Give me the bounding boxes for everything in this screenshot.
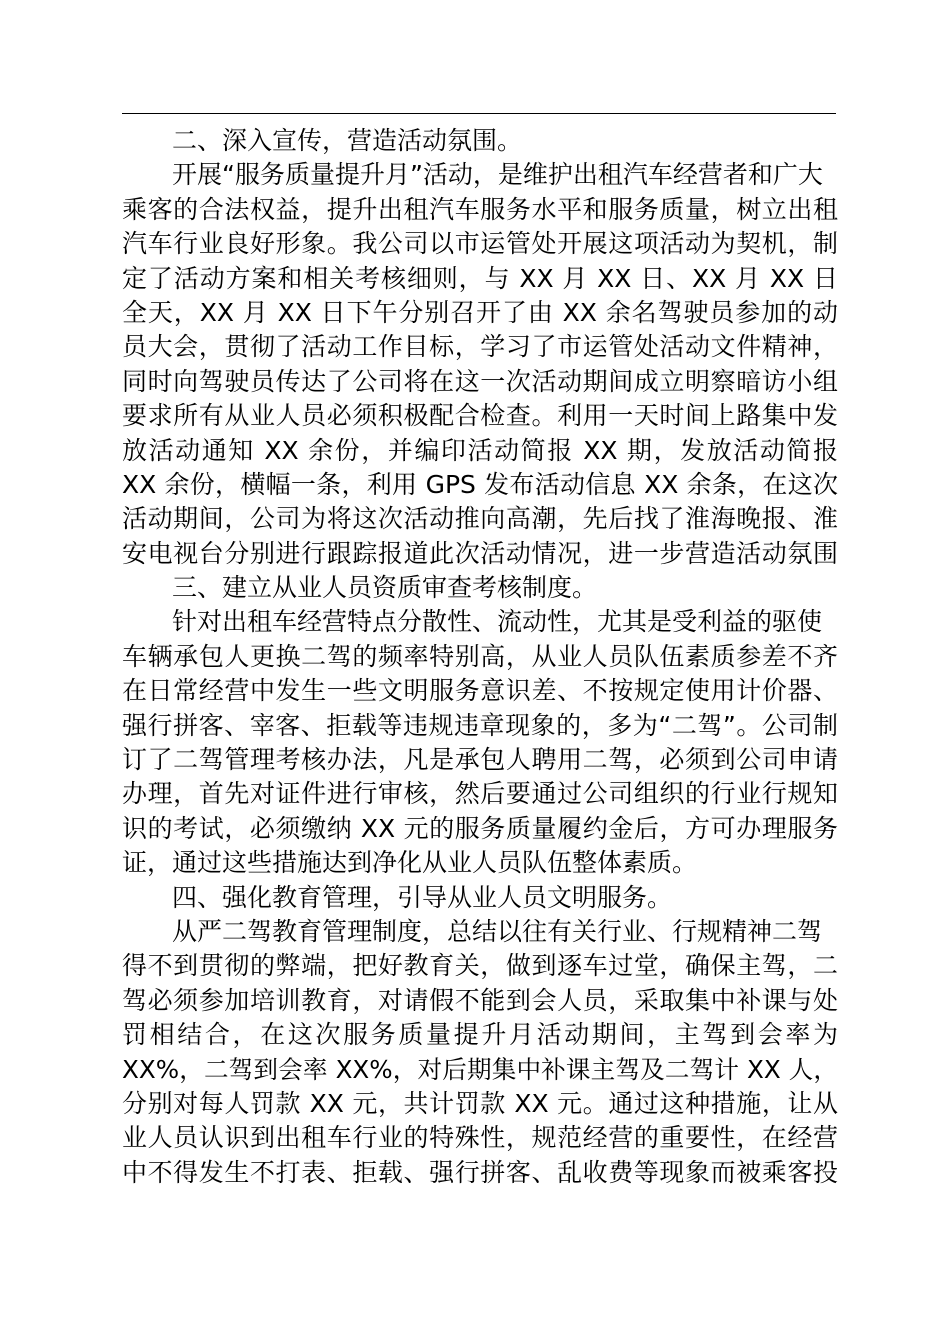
text-line: 分别对每人罚款 XX 元，共计罚款 XX 元。通过这种措施，让从: [122, 1088, 838, 1118]
text-line: 车辆承包人更换二驾的频率特别高，从业人员队伍素质参差不齐: [122, 641, 838, 671]
text-line: 得不到贯彻的弊端，把好教育关，做到逐车过堂，确保主驾，二: [122, 951, 838, 981]
text-line: 二、深入宣传，营造活动氛围。: [172, 126, 523, 155]
text-line: XX%，二驾到会率 XX%，对后期集中补课主驾及二驾计 XX 人，: [122, 1054, 838, 1084]
text-line: 罚相结合，在这次服务质量提升月活动期间，主驾到会率为: [122, 1020, 838, 1050]
text-line: 驾必须参加培训教育，对请假不能到会人员，采取集中补课与处: [122, 985, 838, 1015]
text-line: 订了二驾管理考核办法，凡是承包人聘用二驾，必须到公司申请: [122, 745, 838, 775]
header-rule: [122, 113, 836, 114]
text-line: 同时向驾驶员传达了公司将在这一次活动期间成立明察暗访小组: [122, 366, 838, 396]
text-line: 在日常经营中发生一些文明服务意识差、不按规定使用计价器、: [122, 676, 838, 706]
text-line: 开展“服务质量提升月”活动，是维护出租汽车经营者和广大: [172, 160, 823, 190]
document-body: [122, 124, 838, 1190]
text-line: 要求所有从业人员必须积极配合检查。利用一天时间上路集中发: [122, 401, 838, 431]
text-line: 办理，首先对证件进行审核，然后要通过公司组织的行业行规知: [122, 779, 838, 809]
text-line: 活动期间，公司为将这次活动推向高潮，先后找了淮海晚报、淮: [122, 504, 838, 534]
text-line: 四、强化教育管理，引导从业人员文明服务。: [172, 882, 673, 912]
text-line: 定了活动方案和相关考核细则，与 XX 月 XX 日、XX 月 XX 日: [122, 263, 838, 293]
text-line: 证，通过这些措施达到净化从业人员队伍整体素质。: [122, 848, 698, 878]
text-line: 中不得发生不打表、拒载、强行拼客、乱收费等现象而被乘客投: [122, 1157, 838, 1187]
text-line: 安电视台分别进行跟踪报道此次活动情况，进一步营造活动氛围: [122, 538, 838, 568]
text-line: 识的考试，必须缴纳 XX 元的服务质量履约金后，方可办理服务: [122, 813, 838, 843]
text-line: XX 余份，横幅一条，利用 GPS 发布活动信息 XX 余条，在这次: [122, 469, 838, 499]
text-line: 业人员认识到出租车行业的特殊性，规范经营的重要性，在经营: [122, 1123, 838, 1153]
text-line: 从严二驾教育管理制度，总结以往有关行业、行规精神二驾: [172, 916, 823, 946]
text-line: 放活动通知 XX 余份，并编印活动简报 XX 期，发放活动简报: [122, 435, 838, 465]
text-line: 汽车行业良好形象。我公司以市运管处开展这项活动为契机，制: [122, 229, 838, 259]
text-line: 全天，XX 月 XX 日下午分别召开了由 XX 余名驾驶员参加的动: [122, 297, 838, 327]
text-line: 乘客的合法权益，提升出租汽车服务水平和服务质量，树立出租: [122, 194, 838, 224]
text-line: 员大会，贯彻了活动工作目标，学习了市运管处活动文件精神，: [122, 332, 838, 362]
text-line: 三、建立从业人员资质审查考核制度。: [172, 573, 598, 603]
text-line: 针对出租车经营特点分散性、流动性，尤其是受利益的驱使: [172, 607, 823, 637]
text-line: 强行拼客、宰客、拒载等违规违章现象的，多为“二驾”。公司制: [122, 710, 838, 740]
